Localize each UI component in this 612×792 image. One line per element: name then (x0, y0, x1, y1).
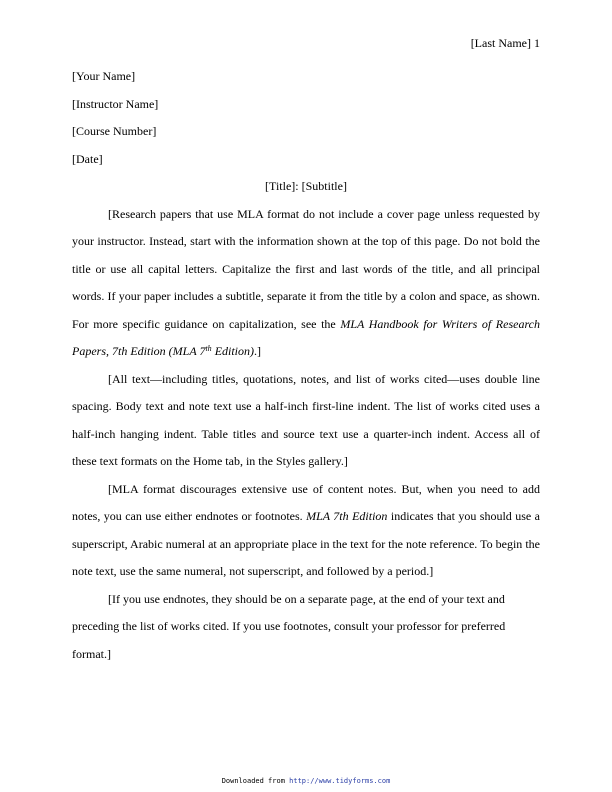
course-number: [Course Number] (72, 124, 157, 138)
paper-title: [Title]: [Subtitle] (265, 179, 347, 193)
author-name: [Your Name] (72, 69, 136, 83)
body-paragraph-2: [All text—including titles, quotations, notes, and list of works cited—uses double line spacing. Body text and note text use a half-inch first-line indent. The list of works cited uses a half-inch hanging indent. Table titles and source text use a quarter-inch indent. Access all of these text formats on the Home tab, in the Styles gallery.] (72, 371, 540, 468)
footer-prefix: Downloaded from (221, 777, 290, 785)
body-paragraph-1 (72, 201, 540, 366)
paragraph-text-end: indicates that you should use a superscript, Arabic numeral at an appropriate place in the text for the note reference. To begin the note text, use the same numeral, not superscript, and followed by a period.] (72, 509, 540, 578)
running-head: [Last Name] 1 (470, 36, 540, 50)
handbook-citation: MLA Handbook for Writers of Research Papers, 7th Edition (MLA 7 (72, 316, 541, 358)
handbook-citation-end: Edition) (211, 344, 255, 358)
footer-link[interactable]: http://www.tidyforms.com (289, 777, 391, 785)
document-body (72, 63, 540, 668)
paragraph-text-end: .] (254, 344, 262, 358)
instructor-name: [Instructor Name] (72, 96, 159, 111)
paragraph-text: [MLA format discourages extensive use of content notes. But, when you need to add notes, you can use either endnotes or footnotes. (72, 481, 540, 523)
paragraph-text: [Research papers that use MLA format do not include a cover page unless requested by your instructor. Instead, start with the information shown at the top of this page. Do not bold the title or use all capital letters. Capitalize the first and last words of the title, and all principal words. If your paper includes a subtitle, separate it from the title by a colon and space, as shown. For more specific guidance on capitalization, see the (72, 206, 540, 331)
body-paragraph-4: [If you use endnotes, they should be on a separate page, at the end of your text and preceding the list of works cited. If you use footnotes, consult your professor for preferred format.] (72, 591, 506, 661)
body-paragraph-3 (72, 476, 540, 586)
download-footer (0, 777, 612, 786)
paper-date: [Date] (72, 151, 103, 166)
edition-citation: MLA 7th Edition (306, 509, 388, 523)
ordinal-superscript: th (205, 344, 212, 353)
